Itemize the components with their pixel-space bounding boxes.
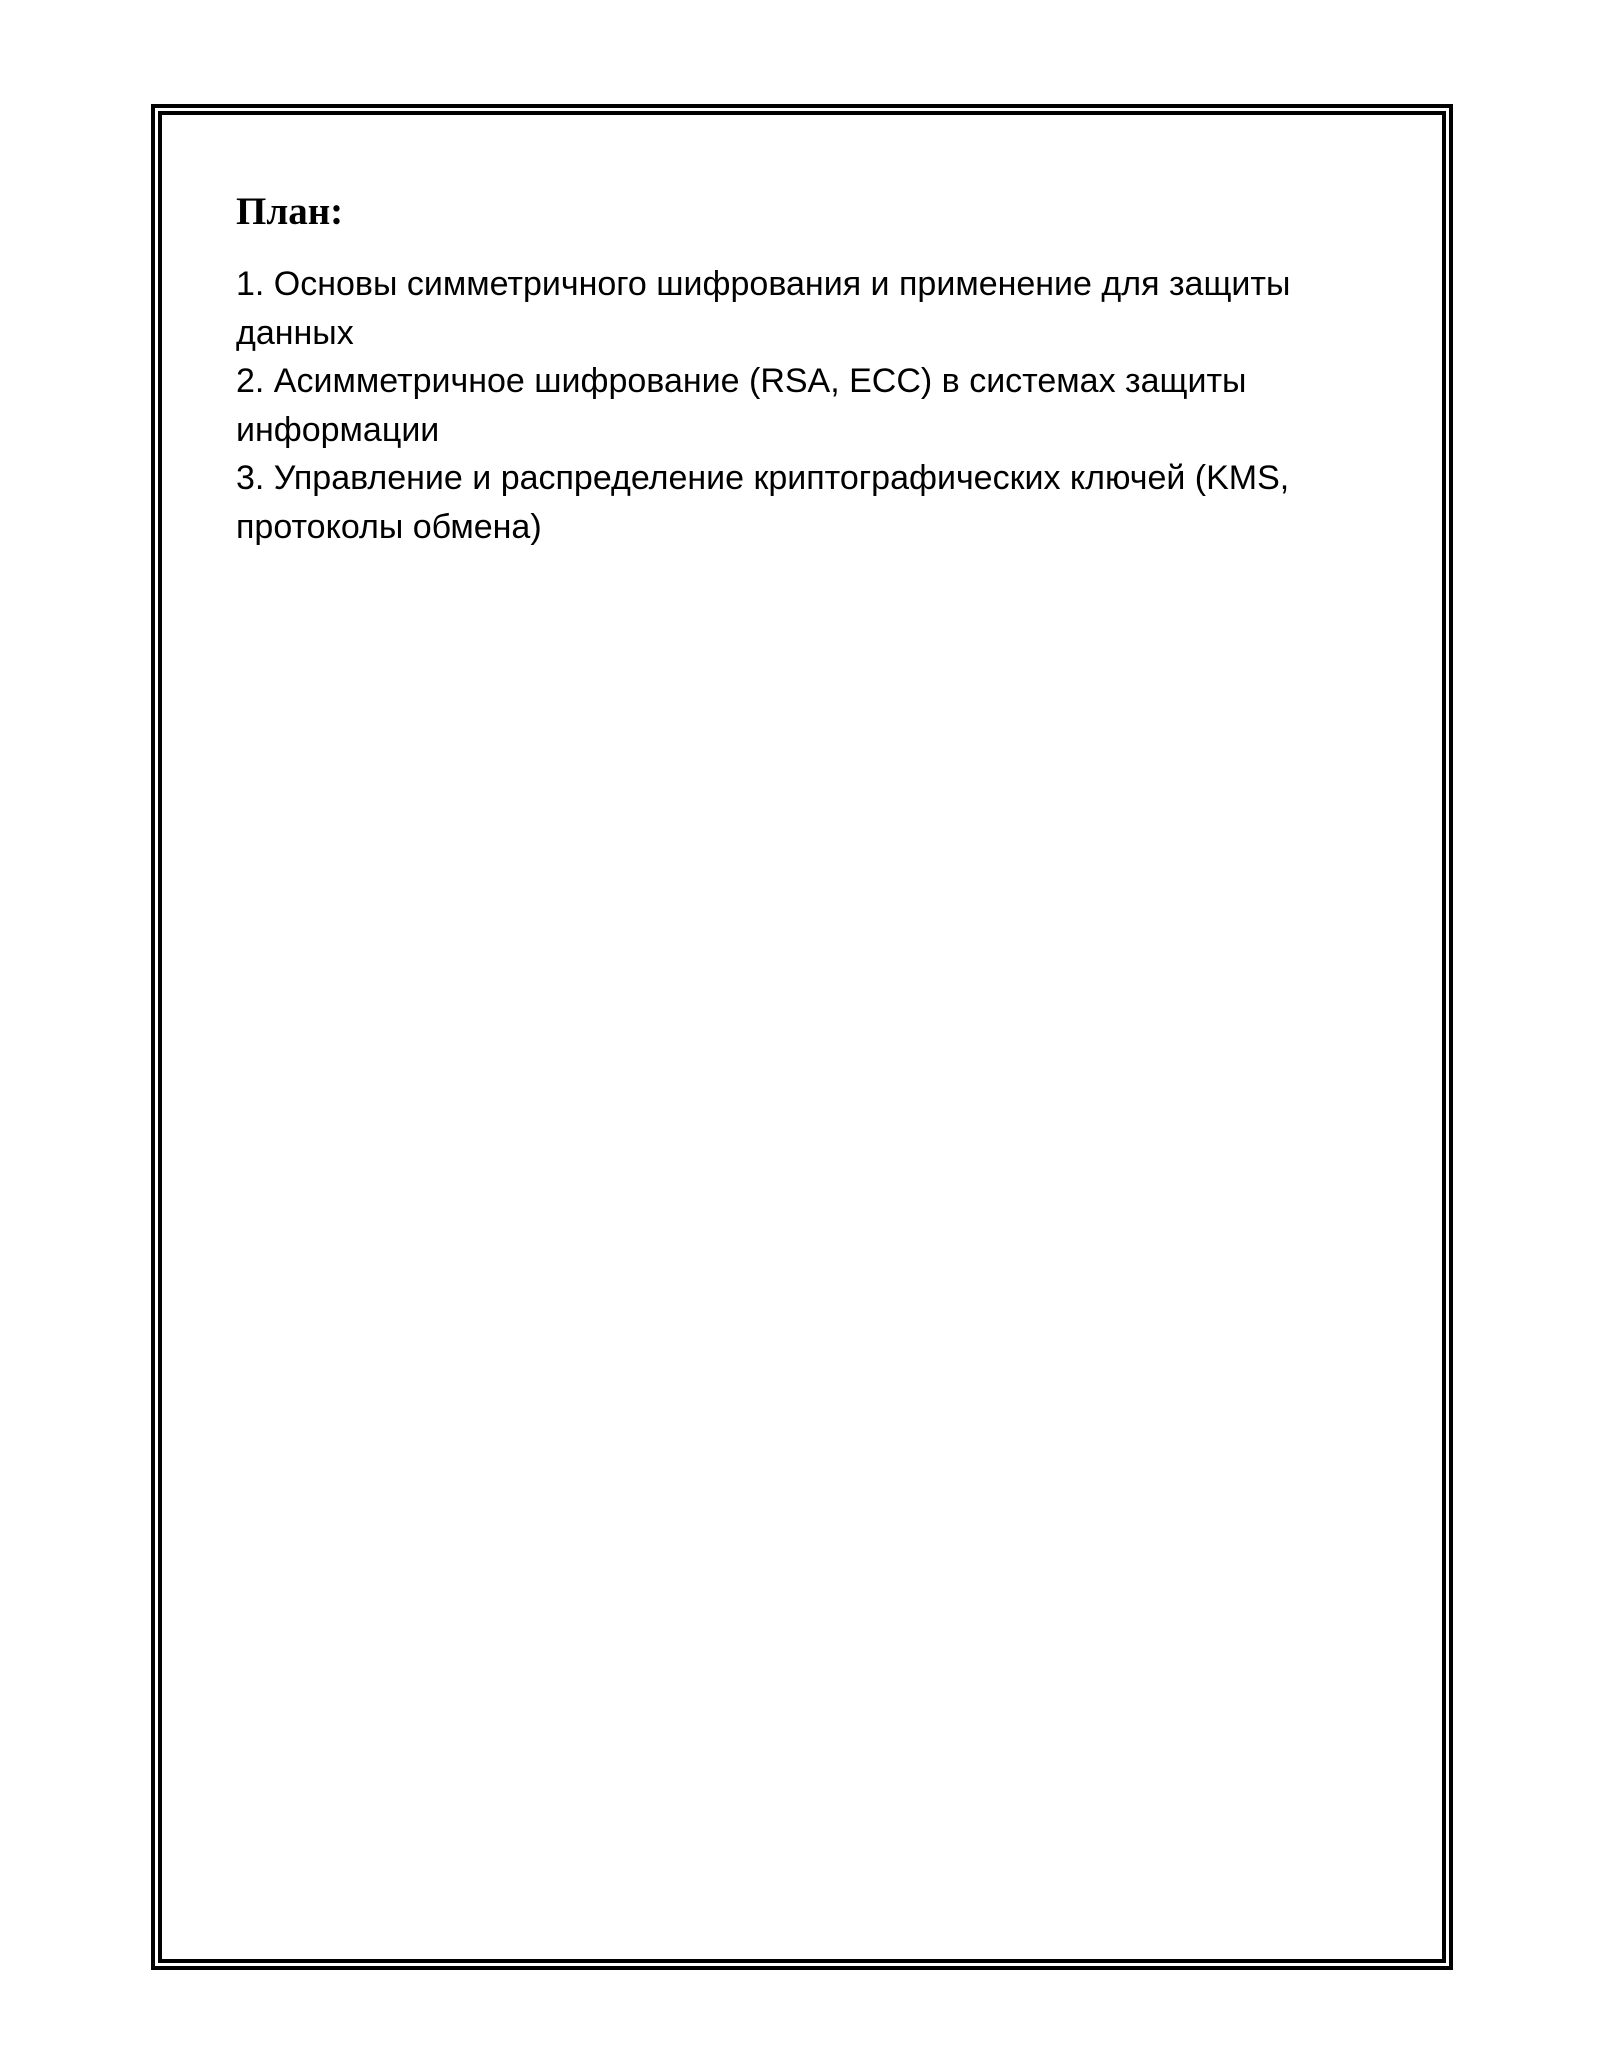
plan-list — [236, 260, 1356, 551]
plan-item-1: 1. Основы симметричного шифрования и применение для защиты данных — [236, 265, 1291, 352]
plan-heading: План: — [236, 190, 344, 233]
page-content — [236, 188, 1356, 551]
plan-item-3: 3. Управление и распределение криптографических ключей (KMS, протоколы обмена) — [236, 459, 1290, 546]
plan-item-2: 2. Асимметричное шифрование (RSA, ECC) в системах защиты информации — [236, 362, 1247, 449]
